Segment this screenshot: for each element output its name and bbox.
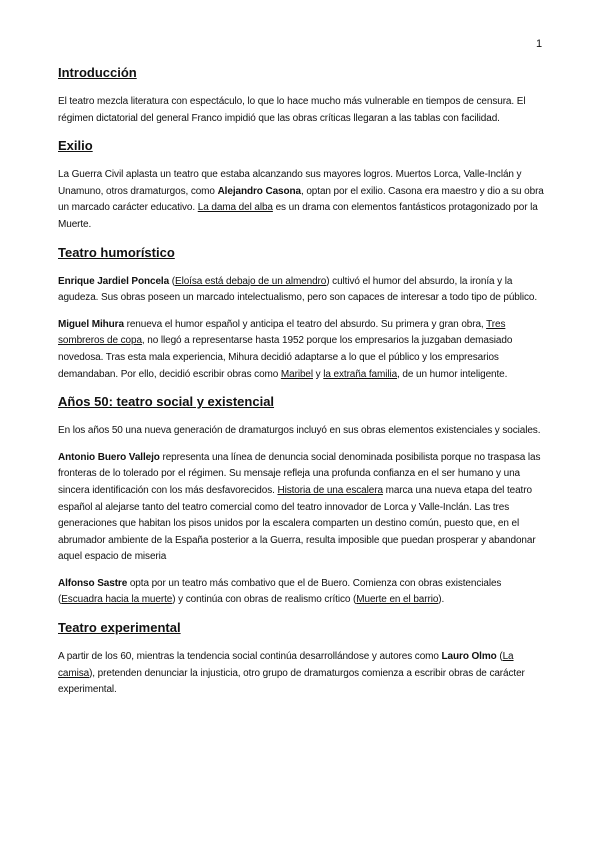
work-title: Tres sombreros de copa (58, 318, 506, 347)
text: A partir de los 60, mientras la tendencia social continúa desarrollándose y autores como (58, 651, 442, 663)
section-teatro-social (58, 393, 546, 609)
section-introduccion (58, 64, 546, 127)
work-title: Escuadra hacia la muerte (61, 594, 173, 606)
author-name: Antonio Buero Vallejo (58, 451, 160, 463)
text: y (313, 368, 324, 380)
text: El teatro mezcla literatura con espectáculo, lo que lo hace mucho más vulnerable en tiempos de censura. El régimen dictatorial del general Franco impidió que las obras críticas llegaran a las tablas con facilidad. (58, 96, 526, 124)
heading-teatro-experimental: Teatro experimental (58, 620, 181, 636)
work-title: Historia de una escalera (277, 484, 383, 496)
text: ). (438, 594, 445, 606)
paragraph-jardiel (58, 274, 546, 307)
text: , de un humor inteligente. (397, 368, 508, 380)
page-number: 1 (536, 38, 543, 50)
text: ( (496, 651, 503, 663)
text: ) cultivó el humor del absurdo, la ironía y la agudeza. Sus obras poseen un marcado intelectualismo, pero son capaces de interesar a todo tipo de público. (58, 275, 538, 304)
text: representa una línea de denuncia social denominada posibilista porque no traspasa las fronteras de lo tolerado por el régimen. Su mensaje refleja una profunda confianza en el ser humano y una sincera identificación con los más desfavorecidos. (58, 451, 541, 496)
author-name: Miguel Mihura (58, 318, 124, 330)
paragraph-social-intro (58, 423, 546, 440)
author-name: Lauro Olmo (441, 651, 497, 663)
section-teatro-humoristico (58, 244, 546, 384)
heading-teatro-humoristico: Teatro humorístico (58, 244, 175, 260)
text: opta por un teatro más combativo que el de Buero. Comienza con obras existenciales ( (58, 577, 502, 606)
work-title: Muerte en el barrio (356, 594, 439, 606)
heading-teatro-social: Años 50: teatro social y existencial (58, 394, 275, 410)
document-body (58, 64, 546, 709)
text: marca una nueva etapa del teatro español al alejarse tanto del teatro comercial como del teatro innovador de Lorca y Valle-Inclán. Las tres generaciones que habitan los pisos unidos por la escalera comparten un destino común, puesto que, en el abrumador ambiente de la España posterior a la Guerra, resulta imposible que puedan prosperar y abandonar aquel espacio de miseria (58, 484, 536, 563)
heading-introduccion: Introducción (58, 65, 137, 80)
paragraph-intro (58, 94, 546, 127)
work-title: la extraña familia (323, 368, 398, 380)
paragraph-mihura (58, 317, 546, 383)
paragraph-sastre (58, 576, 546, 609)
text: , no llegó a representarse hasta 1952 porque los empresarios la juzgaban demasiado novedosa. Tras esta mala experiencia, Mihura decidió adaptarse a lo que el público y los empresarios demandaban. Por ello, decidió escribir obras como (58, 335, 513, 380)
heading-exilio: Exilio (58, 138, 93, 154)
section-teatro-experimental (58, 619, 546, 699)
work-title: Eloísa está debajo de un almendro (175, 275, 327, 287)
work-title: La camisa (58, 651, 514, 679)
author-name: Alejandro Casona (217, 185, 301, 197)
text: renueva el humor español y anticipa el teatro del absurdo. Su primera y gran obra, (123, 318, 487, 330)
text: La Guerra Civil aplasta un teatro que estaba alcanzando sus mayores logros. Muertos Lorca, Valle-Inclán y Unamuno, otros dramaturgos, como (58, 169, 522, 197)
text: ), pretenden denunciar la injusticia, otro grupo de dramaturgos comienza a escribir obras de carácter experimental. (58, 667, 525, 696)
text: ( (169, 275, 175, 287)
section-exilio (58, 137, 546, 233)
paragraph-experimental (58, 649, 546, 699)
text: , optan por el exilio. Casona era maestro y dio a su obra un marcado carácter educativo. (58, 185, 544, 214)
text: es un drama con elementos fantásticos protagonizado por la Muerte. (58, 202, 538, 230)
text: ) y continúa con obras de realismo crítico ( (172, 594, 357, 606)
author-name: Enrique Jardiel Poncela (58, 275, 170, 287)
work-title: La dama del alba (197, 202, 273, 214)
paragraph-exilio (58, 167, 546, 233)
paragraph-buero-vallejo (58, 450, 546, 566)
author-name: Alfonso Sastre (58, 577, 128, 589)
text: En los años 50 una nueva generación de dramaturgos incluyó en sus obras elementos existenciales y sociales. (58, 425, 541, 437)
work-title: Maribel (280, 368, 313, 380)
